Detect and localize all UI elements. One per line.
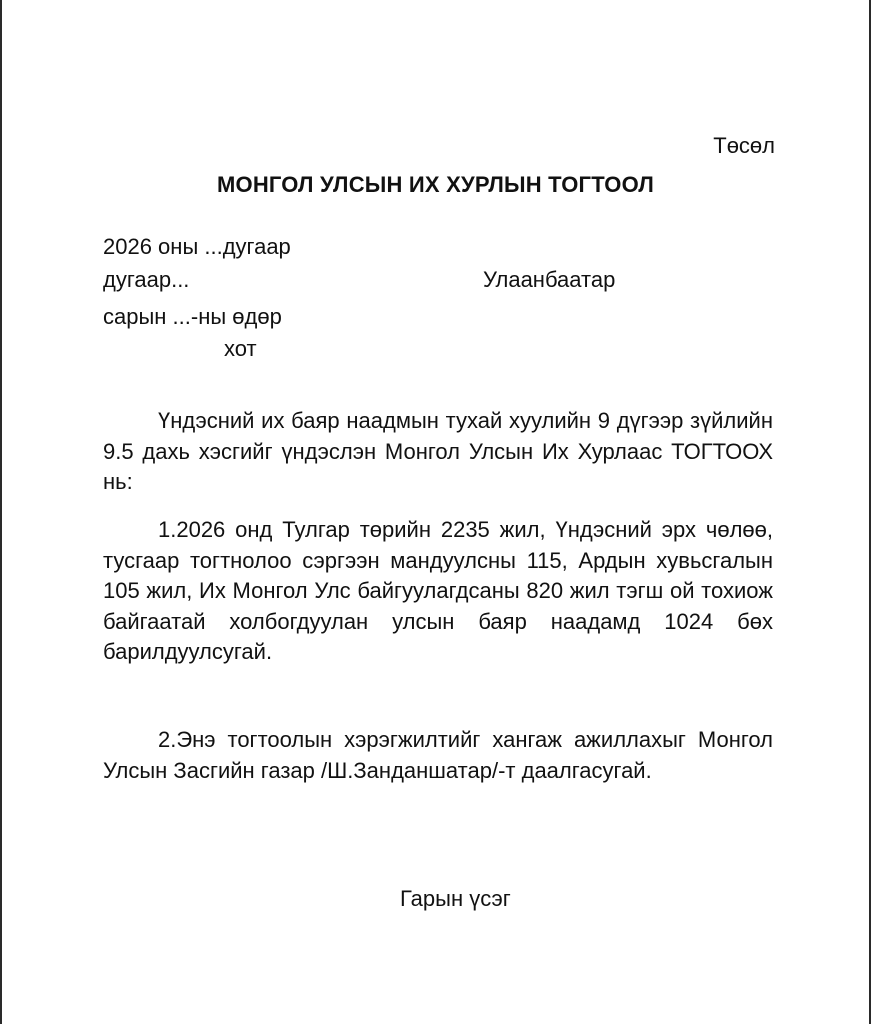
clause-one-paragraph: 1.2026 онд Тулгар төрийн 2235 жил, Үндэсний эрх чөлөө, тусгаар тогтнолоо сэргээн мандуулсны 115, Ардын хувьсгалын 105 жил, Их Монгол Улс байгуулагдсаны 820 жил тэгш ой тохиож байгаатай холбогдуулан улсын баяр наадамд 1024 бөх барилдуулсугай. <box>103 517 773 664</box>
page-left-edge <box>0 0 2 1024</box>
draft-label: Төсөл <box>713 133 775 158</box>
date-line-2: дугаар... <box>103 267 190 292</box>
place-line-2: хот <box>224 336 257 361</box>
signature-line: Гарын үсэг <box>400 886 511 911</box>
date-line-1: 2026 оны ...дугаар <box>103 234 291 259</box>
clause-two-paragraph: 2.Энэ тогтоолын хэрэгжилтийг хангаж ажиллахыг Монгол Улсын Засгийн газар /Ш.Занданшатар/-т даалгасугай. <box>103 727 773 783</box>
place-line-1: Улаанбаатар <box>483 267 616 292</box>
intro-paragraph: Үндэсний их баяр наадмын тухай хуулийн 9 дүгээр зүйлийн 9.5 дахь хэсгийг үндэслэн Монгол Улсын Их Хурлаас ТОГТООХ нь: <box>103 408 773 494</box>
date-line-3: сарын ...-ны өдөр <box>103 304 282 329</box>
document-title: МОНГОЛ УЛСЫН ИХ ХУРЛЫН ТОГТООЛ <box>216 172 655 197</box>
